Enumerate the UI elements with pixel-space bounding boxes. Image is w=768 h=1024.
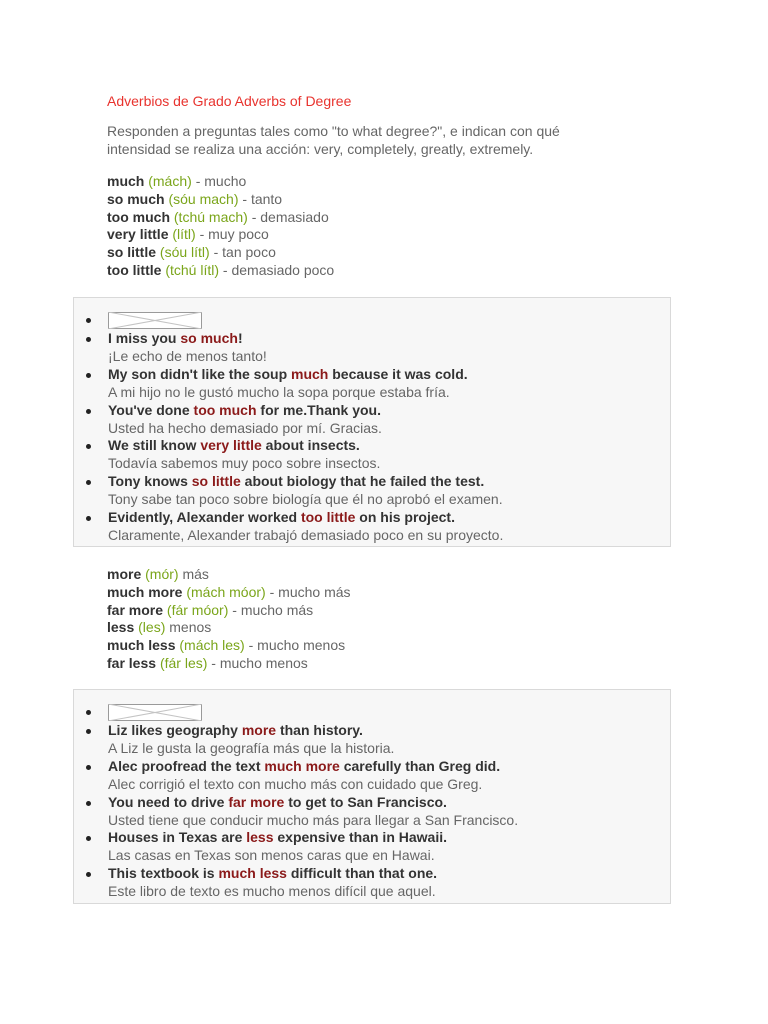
example-spanish: ¡Le echo de menos tanto!: [108, 347, 267, 364]
vocab-spanish: - mucho menos: [211, 654, 308, 671]
examples-box-comparison: [73, 689, 671, 904]
vocab-english: much less: [107, 637, 176, 654]
example-text: Tony knows: [108, 473, 192, 490]
example-english: [108, 865, 670, 883]
vocab-spanish: - mucho más: [232, 601, 314, 618]
example-english: [108, 402, 670, 420]
vocab-item: [107, 209, 334, 227]
vocab-item: [107, 244, 334, 262]
vocab-item: [107, 191, 334, 209]
example-english: [108, 473, 670, 491]
example-text: Alec proofread the text: [108, 757, 265, 774]
example-text: on his project.: [355, 509, 455, 526]
example-text: difficult than that one.: [286, 865, 438, 882]
example-text: !: [237, 330, 243, 346]
example-text: carefully than Greg did.: [339, 757, 501, 774]
bullet-icon: [86, 480, 91, 485]
vocab-pronunciation: (lítl): [172, 226, 196, 243]
vocab-english: less: [107, 619, 135, 636]
vocab-pronunciation: (sóu mach): [168, 190, 239, 207]
vocab-item: [107, 637, 351, 655]
vocab-pronunciation: (mách móor): [186, 583, 266, 600]
vocab-spanish: - demasiado: [251, 208, 329, 225]
example-spanish: Usted tiene que conducir mucho más para llegar a San Francisco.: [108, 811, 519, 828]
bullet-icon: [86, 801, 91, 806]
example-keyword: more: [241, 722, 277, 738]
vocab-english: very little: [107, 226, 169, 243]
example-text: for me.Thank you.: [256, 401, 381, 418]
example-keyword: too much: [193, 401, 257, 418]
vocab-list-degree: [107, 173, 334, 280]
vocab-spanish: - demasiado poco: [222, 261, 335, 278]
example-keyword: much more: [264, 757, 340, 774]
example-keyword: far more: [228, 793, 285, 810]
example-keyword: much: [291, 365, 329, 382]
example-english: [108, 794, 670, 812]
example-item: [74, 509, 670, 545]
example-item: [74, 829, 670, 865]
vocab-pronunciation: (fár les): [159, 654, 208, 671]
example-spanish: A Liz le gusta la geografía más que la historia.: [108, 739, 395, 756]
vocab-spanish: - tan poco: [213, 244, 276, 261]
example-item: [74, 437, 670, 473]
example-text: to get to San Francisco.: [284, 793, 447, 810]
example-spanish: Tony sabe tan poco sobre biología que él no aprobó el examen.: [108, 491, 503, 508]
vocab-pronunciation: (sóu lítl): [159, 244, 210, 261]
bullet-icon: [86, 444, 91, 449]
vocab-english: far more: [107, 601, 164, 618]
example-keyword: less: [246, 829, 274, 846]
example-text: about biology that he failed the test.: [240, 473, 485, 490]
vocab-item: [107, 262, 334, 280]
vocab-pronunciation: (fár móor): [166, 601, 229, 618]
example-item: [74, 794, 670, 830]
bullet-icon: [86, 318, 91, 323]
example-english: [108, 330, 670, 348]
vocab-spanish: menos: [169, 619, 212, 636]
example-keyword: very little: [200, 437, 262, 454]
example-text: Houses in Texas are: [108, 829, 247, 846]
vocab-item: [107, 619, 351, 637]
example-english: [108, 722, 670, 740]
vocab-pronunciation: (mór): [145, 566, 179, 582]
bullet-icon: [86, 373, 91, 378]
example-spanish: Usted ha hecho demasiado por mí. Gracias.: [108, 419, 382, 436]
example-item: [74, 758, 670, 794]
vocab-pronunciation: (tchú lítl): [165, 261, 220, 278]
example-text: You need to drive: [108, 793, 229, 810]
vocab-pronunciation: (tchú mach): [173, 208, 248, 225]
example-item: [74, 865, 670, 901]
vocab-item: [107, 566, 351, 584]
vocab-item: [107, 602, 351, 620]
broken-image-icon: [108, 704, 202, 721]
example-item: [74, 722, 670, 758]
vocab-english: too much: [107, 208, 170, 225]
vocab-english: so little: [107, 244, 157, 261]
example-english: [108, 366, 670, 384]
vocab-spanish: - muy poco: [199, 226, 269, 243]
vocab-item: [107, 173, 334, 191]
example-item: [74, 402, 670, 438]
example-text: We still know: [108, 437, 201, 454]
example-spanish: Claramente, Alexander trabajó demasiado poco en su proyecto.: [108, 526, 504, 543]
example-english: [108, 437, 670, 455]
bullet-icon: [86, 729, 91, 734]
example-item: [74, 366, 670, 402]
bullet-icon: [86, 836, 91, 841]
example-text: than history.: [276, 722, 363, 738]
example-text: This textbook is: [108, 865, 219, 882]
vocab-item: [107, 655, 351, 673]
example-text: I miss you: [108, 330, 181, 346]
vocab-pronunciation: (mách les): [179, 637, 245, 654]
bullet-icon: [86, 409, 91, 414]
vocab-english: more: [107, 566, 142, 582]
vocab-pronunciation: (mách): [148, 173, 192, 189]
vocab-english: too little: [107, 261, 162, 278]
example-english: [108, 829, 670, 847]
vocab-list-comparison: [107, 566, 351, 673]
bullet-icon: [86, 710, 91, 715]
example-spanish: A mi hijo no le gustó mucho la sopa porque estaba fría.: [108, 383, 450, 400]
vocab-pronunciation: (les): [138, 619, 166, 636]
vocab-english: far less: [107, 654, 157, 671]
example-english: [108, 509, 670, 527]
vocab-spanish: - mucho menos: [248, 637, 346, 654]
example-text: because it was cold.: [328, 365, 468, 382]
example-spanish: Este libro de texto es mucho menos difícil que aquel.: [108, 883, 436, 900]
example-text: Liz likes geography: [108, 722, 242, 738]
example-keyword: too little: [300, 509, 356, 526]
example-text: Evidently, Alexander worked: [108, 509, 301, 526]
vocab-english: much: [107, 173, 145, 189]
vocab-item: [107, 584, 351, 602]
example-spanish: Todavía sabemos muy poco sobre insectos.: [108, 455, 381, 472]
example-spanish: Las casas en Texas son menos caras que en Hawai.: [108, 847, 435, 864]
vocab-english: so much: [107, 190, 165, 207]
example-text: My son didn't like the soup: [108, 365, 292, 382]
vocab-item: [107, 226, 334, 244]
vocab-spanish: - mucho: [195, 173, 247, 189]
bullet-icon: [86, 872, 91, 877]
broken-image-icon: [108, 312, 202, 329]
example-keyword: so much: [180, 330, 238, 346]
example-item: [74, 473, 670, 509]
example-text: You've done: [108, 401, 194, 418]
bullet-icon: [86, 516, 91, 521]
example-english: [108, 758, 670, 776]
vocab-english: much more: [107, 583, 183, 600]
example-text: expensive than in Hawaii.: [273, 829, 448, 846]
intro-paragraph: Responden a preguntas tales como "to what degree?", e indican con qué intensidad se realiza una acción: very, completely, greatly, extremely.: [107, 123, 560, 157]
page-title: Adverbios de Grado Adverbs of Degree: [107, 93, 352, 109]
example-item: [74, 330, 670, 366]
bullet-icon: [86, 337, 91, 342]
list-item: [74, 311, 670, 330]
example-keyword: so little: [191, 473, 241, 490]
examples-box-degree: [73, 297, 671, 547]
vocab-spanish: - mucho más: [269, 583, 351, 600]
vocab-spanish: más: [182, 566, 209, 582]
example-spanish: Alec corrigió el texto con mucho más con cuidado que Greg.: [108, 775, 483, 792]
example-text: about insects.: [261, 437, 360, 454]
bullet-icon: [86, 765, 91, 770]
list-item: [74, 703, 670, 722]
example-keyword: much less: [218, 865, 287, 882]
vocab-spanish: - tanto: [242, 190, 283, 207]
